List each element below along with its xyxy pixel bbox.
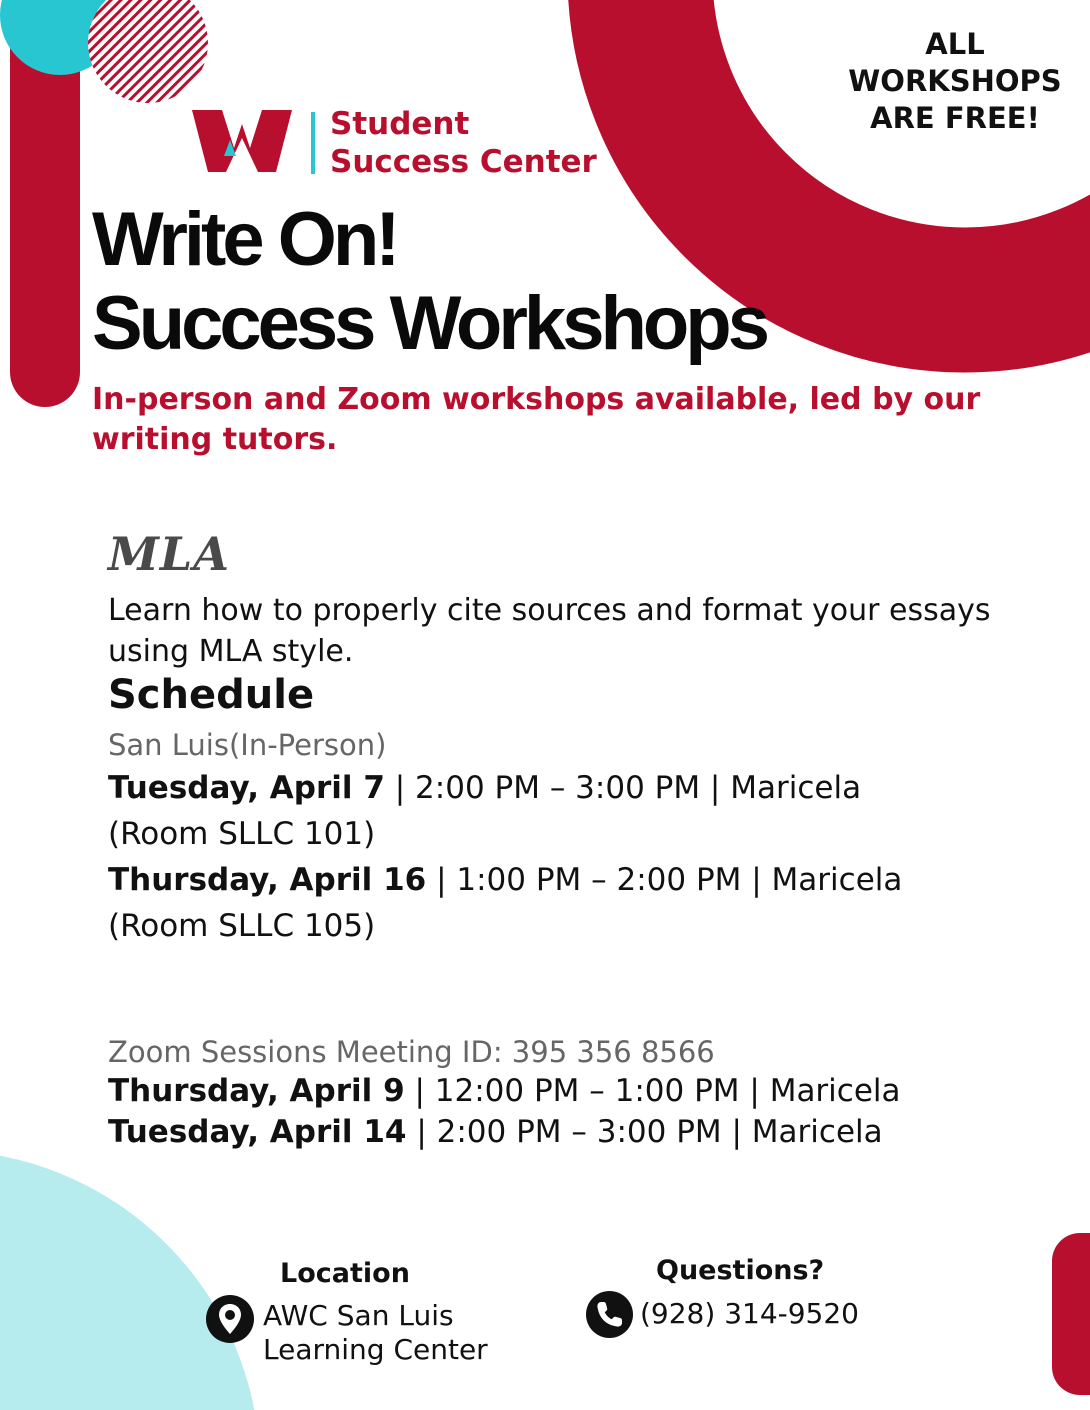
session-day: Thursday, April 16 — [108, 862, 427, 898]
location-line-2: Learning Center — [263, 1333, 488, 1366]
title-line-1: Write On! — [92, 197, 397, 282]
subtitle-line-2: writing tutors. — [92, 422, 338, 457]
session-row — [108, 858, 902, 902]
location-address — [263, 1299, 488, 1367]
banner-line-1: ALL — [925, 27, 985, 61]
session-room: (Room SLLC 101) — [108, 816, 376, 852]
zoom-label: Zoom Sessions Meeting ID: 395 356 8566 — [108, 1035, 715, 1069]
subtitle-line-1: In-person and Zoom workshops available, led by our — [92, 382, 981, 417]
session-details: | 2:00 PM – 3:00 PM | Maricela — [384, 770, 862, 806]
logo-line-1: Student — [330, 106, 470, 142]
zoom-sessions — [108, 1071, 901, 1153]
light-teal-shape — [0, 1150, 260, 1410]
session-row — [108, 1071, 901, 1112]
schedule-heading: Schedule — [108, 672, 315, 718]
session-day: Thursday, April 9 — [108, 1073, 405, 1109]
session-room: (Room SLLC 105) — [108, 908, 376, 944]
map-pin-icon — [206, 1295, 254, 1343]
logo-title — [330, 105, 597, 181]
aw-logo-icon — [192, 110, 292, 176]
description-line-1: Learn how to properly cite sources and format your essays — [108, 593, 991, 628]
in-person-label: San Luis(In-Person) — [108, 728, 387, 762]
page-title — [92, 198, 766, 366]
free-banner — [842, 26, 1068, 137]
banner-line-3: ARE FREE! — [870, 101, 1040, 135]
workshop-description — [108, 590, 990, 672]
logo-line-2: Success Center — [330, 144, 597, 180]
in-person-sessions — [108, 766, 902, 948]
logo-divider — [311, 112, 315, 174]
banner-line-2: WORKSHOPS — [848, 64, 1062, 98]
location-heading: Location — [280, 1258, 410, 1289]
session-day: Tuesday, April 7 — [108, 770, 385, 806]
phone-icon — [586, 1291, 633, 1338]
session-details: | 12:00 PM – 1:00 PM | Maricela — [404, 1073, 901, 1109]
page-subtitle — [92, 380, 980, 460]
title-line-2: Success Workshops — [92, 281, 767, 366]
red-corner-shape — [1052, 1233, 1090, 1395]
session-row — [108, 766, 902, 810]
location-line-1: AWC San Luis — [263, 1299, 454, 1332]
phone-number[interactable]: (928) 314-9520 — [640, 1297, 859, 1330]
questions-heading: Questions? — [656, 1255, 825, 1286]
workshop-name: MLA — [108, 527, 230, 581]
description-line-2: using MLA style. — [108, 634, 354, 669]
session-details: | 2:00 PM – 3:00 PM | Maricela — [406, 1114, 883, 1150]
session-row — [108, 1112, 901, 1153]
session-details: | 1:00 PM – 2:00 PM | Maricela — [426, 862, 903, 898]
session-day: Tuesday, April 14 — [108, 1114, 407, 1150]
